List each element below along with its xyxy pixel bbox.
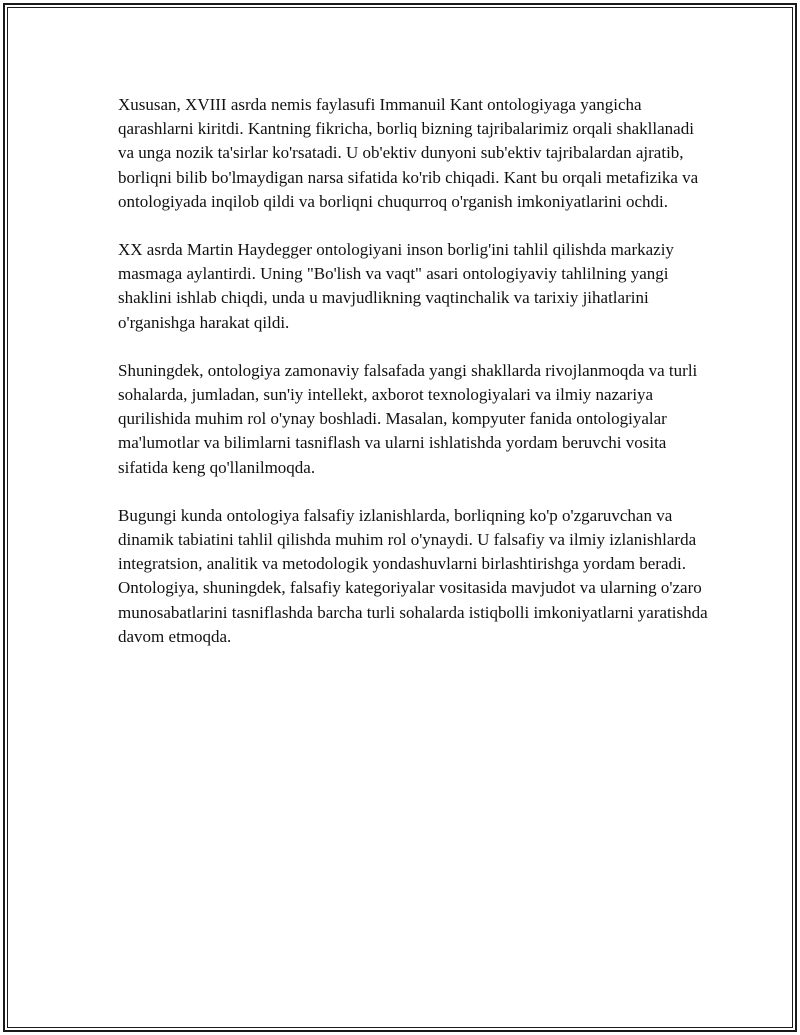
- document-body: [118, 93, 708, 673]
- paragraph-kant: Xususan, XVIII asrda nemis faylasufi Immanuil Kant ontologiyaga yangicha qarashlarni kiritdi. Kantning fikricha, borliq bizning tajribalarimiz orqali shakllanadi va unga nozik ta'sirlar ko'rsatadi. U ob'ektiv dunyoni sub'ektiv tajribalardan ajratib, borliqni bilib bo'lmaydigan narsa sifatida ko'rib chiqadi. Kant bu orqali metafizika va ontologiyada inqilob qildi va borliqni chuqurroq o'rganish imkoniyatlarini ochdi.: [118, 95, 699, 211]
- paragraph-heidegger: XX asrda Martin Haydegger ontologiyani inson borlig'ini tahlil qilishda markaziy masmaga aylantirdi. Uning "Bo'lish va vaqt" asari ontologiyaviy tahlilning yangi shaklini ishlab chiqdi, unda u mavjudlikning vaqtinchalik va tarixiy jihatlarini o'rganishga harakat qildi.: [118, 240, 674, 332]
- paragraph-ontology-today: Bugungi kunda ontologiya falsafiy izlanishlarda, borliqning ko'p o'zgaruvchan va dinamik tabiatini tahlil qilishda muhim rol o'ynaydi. U falsafiy va ilmiy izlanishlarda integratsion, analitik va metodologik yondashuvlarni birlashtirishga yordam beradi. Ontologiya, shuningdek, falsafiy kategoriyalar vositasida mavjudot va ularning o'zaro munosabatlarini tasniflashda barcha turli sohalarda istiqbolli imkoniyatlarni yaratishda davom etmoqda.: [118, 505, 708, 646]
- paragraph-modern-ontology: Shuningdek, ontologiya zamonaviy falsafada yangi shakllarda rivojlanmoqda va turli sohalarda, jumladan, sun'iy intellekt, axborot texnologiyalari va ilmiy nazariya qurilishida muhim rol o'ynay boshladi. Masalan, kompyuter fanida ontologiyalar ma'lumotlar va bilimlarni tasniflash va ularni ishlatishda yordam beruvchi vosita sifatida keng qo'llanilmoqda.: [118, 360, 698, 477]
